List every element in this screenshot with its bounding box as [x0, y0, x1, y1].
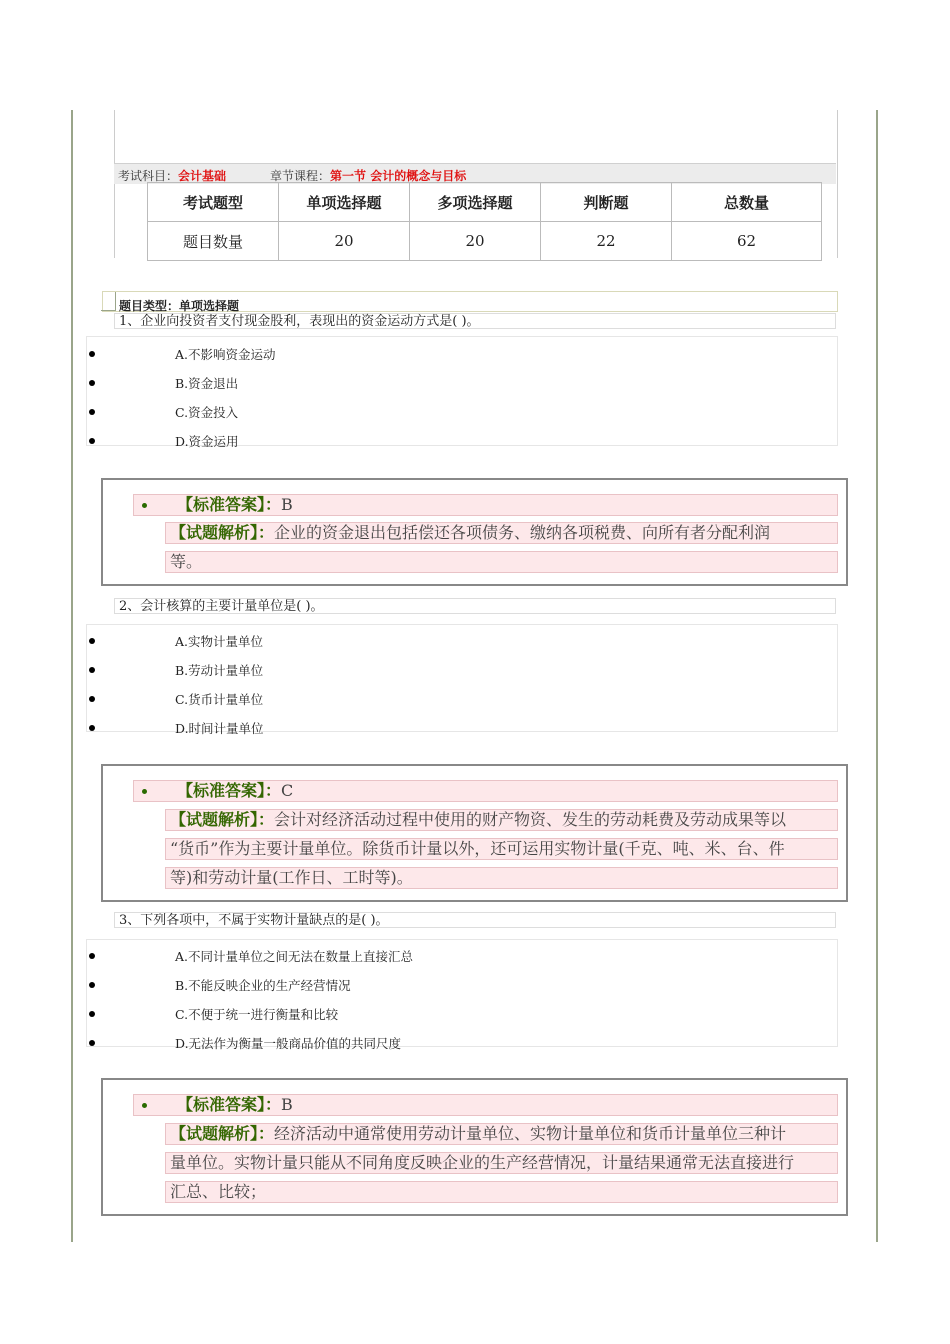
option-text: B.资金退出: [175, 376, 239, 391]
stats-header-cell: 多项选择题: [410, 183, 541, 222]
left-frame-line: [71, 110, 73, 1242]
subject-value: 会计基础: [178, 169, 227, 183]
bullet-icon: [142, 1103, 147, 1108]
answer-box: [101, 764, 848, 902]
answer-box: [101, 478, 848, 586]
option-item[interactable]: [87, 717, 837, 745]
stats-header-cell: 判断题: [541, 183, 672, 222]
stats-value: 20: [279, 222, 410, 261]
option-text: A.实物计量单位: [175, 634, 264, 649]
bullet-icon: [142, 789, 147, 794]
question-stem: 1、企业向投资者支付现金股利，表现出的资金运动方式是( )。: [114, 313, 836, 329]
question-type-bar: [102, 291, 838, 312]
bullet-icon: [89, 696, 95, 702]
option-item[interactable]: [87, 430, 837, 458]
analysis-line: 等)和劳动计量(工作日、工时等)。: [165, 867, 838, 889]
bullet-icon: [89, 1040, 95, 1046]
bullet-icon: [89, 638, 95, 644]
stats-header-cell: 总数量: [672, 183, 822, 222]
option-text: C.不便于统一进行衡量和比较: [175, 1007, 339, 1022]
answer-box: [101, 1078, 848, 1216]
stats-count-row: [148, 222, 822, 261]
chapter-value: 第一节 会计的概念与目标: [330, 169, 467, 183]
analysis-line: 汇总、比较；: [165, 1181, 838, 1203]
option-text: A.不同计量单位之间无法在数量上直接汇总: [175, 949, 414, 964]
question-type-label: 题目类型：单项选择题: [119, 299, 240, 313]
bullet-icon: [89, 982, 95, 988]
option-text: B.劳动计量单位: [175, 663, 264, 678]
analysis-line: 【试题解析】：会计对经济活动过程中使用的财产物资、发生的劳动耗费及劳动成果等以: [165, 809, 838, 831]
standard-answer: 【标准答案】：B: [133, 494, 838, 516]
stats-row-label: 题目数量: [148, 222, 279, 261]
stats-header-row: [148, 183, 822, 222]
stats-header-cell: 单项选择题: [279, 183, 410, 222]
analysis-line: 【试题解析】：经济活动中通常使用劳动计量单位、实物计量单位和货币计量单位三种计: [165, 1123, 838, 1145]
analysis-line: “货币”作为主要计量单位。除货币计量以外，还可运用实物计量(千克、吨、米、台、件: [165, 838, 838, 860]
stats-value: 22: [541, 222, 672, 261]
option-text: B.不能反映企业的生产经营情况: [175, 978, 351, 993]
option-text: D.无法作为衡量一般商品价值的共同尺度: [175, 1036, 402, 1051]
option-item[interactable]: [87, 945, 837, 973]
bullet-icon: [142, 503, 147, 508]
subject-label: 考试科目：: [118, 169, 179, 183]
option-item[interactable]: [87, 688, 837, 716]
option-text: D.资金运用: [175, 434, 239, 449]
stats-table: [147, 182, 822, 261]
option-item[interactable]: [87, 630, 837, 658]
option-item[interactable]: [87, 401, 837, 429]
question-stem: 2、会计核算的主要计量单位是( )。: [114, 598, 836, 614]
option-text: D.时间计量单位: [175, 721, 264, 736]
options-list: [86, 939, 838, 1051]
bullet-icon: [89, 380, 95, 386]
question-stem: 3、下列各项中，不属于实物计量缺点的是( )。: [114, 912, 836, 928]
analysis-line: 【试题解析】：企业的资金退出包括偿还各项债务、缴纳各项税费、向所有者分配利润: [165, 522, 838, 544]
option-text: C.货币计量单位: [175, 692, 264, 707]
chapter-label: 章节课程：: [270, 169, 331, 183]
stats-value: 62: [672, 222, 822, 261]
subject-bar: [114, 163, 836, 184]
standard-answer: 【标准答案】：C: [133, 780, 838, 802]
analysis-line: 量单位。实物计量只能从不同角度反映企业的生产经营情况，计量结果通常无法直接进行: [165, 1152, 838, 1174]
standard-answer: 【标准答案】：B: [133, 1094, 838, 1116]
option-item[interactable]: [87, 1032, 837, 1060]
option-item[interactable]: [87, 659, 837, 687]
stats-value: 20: [410, 222, 541, 261]
option-item[interactable]: [87, 1003, 837, 1031]
bullet-icon: [89, 438, 95, 444]
bullet-icon: [89, 953, 95, 959]
option-text: C.资金投入: [175, 405, 239, 420]
bullet-icon: [89, 667, 95, 673]
bullet-icon: [89, 351, 95, 357]
option-item[interactable]: [87, 343, 837, 371]
options-list: [86, 624, 838, 736]
options-list: [86, 336, 838, 449]
option-text: A.不影响资金运动: [175, 347, 276, 362]
bullet-icon: [89, 725, 95, 731]
bullet-icon: [89, 1011, 95, 1017]
stats-header-cell: 考试题型: [148, 183, 279, 222]
analysis-line: 等。: [165, 551, 838, 573]
option-item[interactable]: [87, 372, 837, 400]
bullet-icon: [89, 409, 95, 415]
option-item[interactable]: [87, 974, 837, 1002]
right-frame-line: [876, 110, 878, 1242]
